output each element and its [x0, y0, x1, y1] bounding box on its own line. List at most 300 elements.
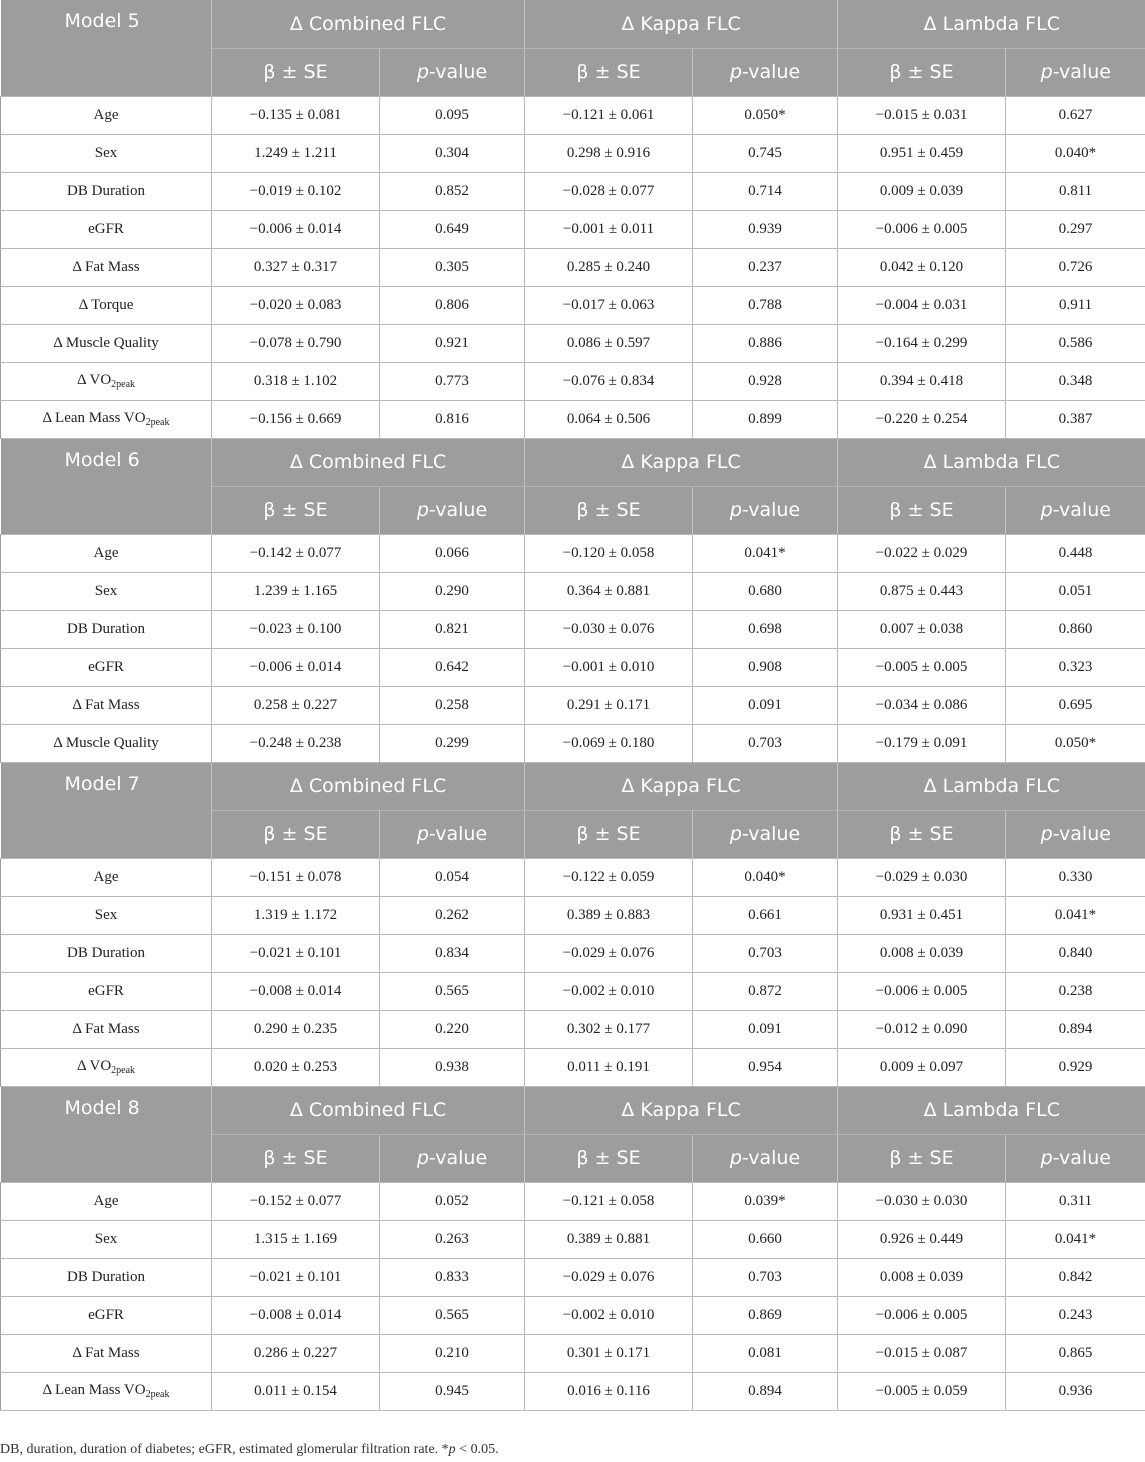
row-label: [1, 1296, 212, 1334]
outcome-header-lambda: Δ Lambda FLC: [838, 0, 1145, 48]
combined-beta-cell: −0.023 ± 0.100: [212, 610, 380, 648]
combined-p-cell: 0.821: [380, 610, 525, 648]
combined-beta-cell: 1.239 ± 1.165: [212, 572, 380, 610]
kappa-beta-cell: 0.016 ± 0.116: [525, 1372, 693, 1410]
p-value-header: [1006, 1134, 1145, 1182]
p-value-suffix: -value: [1052, 61, 1111, 83]
kappa-p-cell: 0.894: [693, 1372, 838, 1410]
p-value-header: [380, 48, 525, 96]
kappa-beta-cell: −0.001 ± 0.011: [525, 210, 693, 248]
combined-p-cell: 0.263: [380, 1220, 525, 1258]
row-label-text: Age: [93, 868, 119, 885]
row-label: [1, 1048, 212, 1086]
row-label: [1, 972, 212, 1010]
combined-beta-cell: −0.142 ± 0.077: [212, 534, 380, 572]
p-value-suffix: -value: [428, 61, 488, 83]
lambda-beta-cell: 0.007 ± 0.038: [838, 610, 1006, 648]
table-row: [1, 1296, 1145, 1334]
kappa-beta-cell: 0.302 ± 0.177: [525, 1010, 693, 1048]
kappa-p-cell: 0.040*: [693, 858, 838, 896]
combined-p-cell: 0.290: [380, 572, 525, 610]
beta-se-header: β ± SE: [212, 48, 380, 96]
row-label: [1, 96, 212, 134]
row-label: [1, 362, 212, 400]
combined-p-cell: 0.052: [380, 1182, 525, 1220]
lambda-beta-cell: −0.220 ± 0.254: [838, 400, 1006, 438]
kappa-beta-cell: −0.120 ± 0.058: [525, 534, 693, 572]
lambda-p-cell: 0.627: [1006, 96, 1145, 134]
table-row: [1, 286, 1145, 324]
p-value-suffix: -value: [1052, 1147, 1111, 1169]
outcome-header-kappa: Δ Kappa FLC: [525, 438, 838, 486]
kappa-beta-cell: 0.285 ± 0.240: [525, 248, 693, 286]
p-symbol: p: [729, 1147, 742, 1169]
combined-p-cell: 0.945: [380, 1372, 525, 1410]
combined-p-cell: 0.938: [380, 1048, 525, 1086]
kappa-beta-cell: −0.029 ± 0.076: [525, 934, 693, 972]
table-row: [1, 610, 1145, 648]
row-label-text: Δ Fat Mass: [72, 696, 140, 713]
row-label: [1, 648, 212, 686]
combined-p-cell: 0.834: [380, 934, 525, 972]
row-label: [1, 610, 212, 648]
table-row: [1, 172, 1145, 210]
combined-beta-cell: 0.327 ± 0.317: [212, 248, 380, 286]
row-label: [1, 534, 212, 572]
lambda-beta-cell: −0.022 ± 0.029: [838, 534, 1006, 572]
lambda-p-cell: 0.238: [1006, 972, 1145, 1010]
table-row: [1, 1334, 1145, 1372]
beta-se-header: β ± SE: [212, 1134, 380, 1182]
beta-se-header: β ± SE: [525, 48, 693, 96]
header-blank-cell: [1, 810, 212, 858]
table-row: [1, 648, 1145, 686]
lambda-p-cell: 0.936: [1006, 1372, 1145, 1410]
row-label-text: Age: [93, 544, 119, 561]
p-value-suffix: -value: [1052, 823, 1111, 845]
outcome-header-lambda: Δ Lambda FLC: [838, 762, 1145, 810]
row-label-text: Age: [93, 1192, 119, 1209]
table-row: [1, 534, 1145, 572]
row-label: [1, 896, 212, 934]
kappa-p-cell: 0.928: [693, 362, 838, 400]
lambda-beta-cell: 0.009 ± 0.039: [838, 172, 1006, 210]
model-header-row: [1, 438, 1145, 486]
kappa-beta-cell: −0.122 ± 0.059: [525, 858, 693, 896]
combined-beta-cell: −0.008 ± 0.014: [212, 972, 380, 1010]
outcome-header-kappa: Δ Kappa FLC: [525, 762, 838, 810]
kappa-beta-cell: 0.364 ± 0.881: [525, 572, 693, 610]
outcome-header-lambda: Δ Lambda FLC: [838, 438, 1145, 486]
kappa-beta-cell: 0.064 ± 0.506: [525, 400, 693, 438]
table-row: [1, 134, 1145, 172]
row-label-text: Δ Torque: [78, 296, 134, 313]
p-value-suffix: -value: [1052, 499, 1111, 521]
lambda-p-cell: 0.323: [1006, 648, 1145, 686]
lambda-p-cell: 0.586: [1006, 324, 1145, 362]
beta-se-header: β ± SE: [525, 1134, 693, 1182]
model-header-row: [1, 1086, 1145, 1134]
combined-beta-cell: −0.019 ± 0.102: [212, 172, 380, 210]
p-symbol: p: [1040, 1147, 1053, 1169]
combined-p-cell: 0.565: [380, 1296, 525, 1334]
kappa-beta-cell: −0.002 ± 0.010: [525, 1296, 693, 1334]
header-blank-cell: [1, 48, 212, 96]
row-label-text: Age: [93, 106, 119, 123]
row-label-text: Δ Fat Mass: [72, 1344, 140, 1361]
row-label-text: DB Duration: [67, 944, 145, 961]
table-row: [1, 572, 1145, 610]
combined-p-cell: 0.773: [380, 362, 525, 400]
combined-beta-cell: −0.078 ± 0.790: [212, 324, 380, 362]
kappa-p-cell: 0.660: [693, 1220, 838, 1258]
table-row: [1, 1182, 1145, 1220]
kappa-p-cell: 0.954: [693, 1048, 838, 1086]
stat-header-row: [1, 486, 1145, 534]
row-label-text: eGFR: [88, 658, 124, 675]
lambda-p-cell: 0.041*: [1006, 896, 1145, 934]
lambda-beta-cell: −0.006 ± 0.005: [838, 210, 1006, 248]
lambda-p-cell: 0.330: [1006, 858, 1145, 896]
row-label-text: Δ VO: [76, 1058, 112, 1074]
row-label: [1, 572, 212, 610]
table-row: [1, 724, 1145, 762]
table-row: [1, 1048, 1145, 1086]
table-footnote: [0, 1442, 499, 1458]
combined-p-cell: 0.833: [380, 1258, 525, 1296]
lambda-p-cell: 0.894: [1006, 1010, 1145, 1048]
beta-se-header: β ± SE: [212, 486, 380, 534]
combined-p-cell: 0.220: [380, 1010, 525, 1048]
row-label: [1, 858, 212, 896]
combined-beta-cell: −0.008 ± 0.014: [212, 1296, 380, 1334]
p-value-header: [1006, 48, 1145, 96]
kappa-p-cell: 0.237: [693, 248, 838, 286]
combined-p-cell: 0.565: [380, 972, 525, 1010]
outcome-header-lambda: Δ Lambda FLC: [838, 1086, 1145, 1134]
lambda-beta-cell: 0.931 ± 0.451: [838, 896, 1006, 934]
lambda-beta-cell: −0.006 ± 0.005: [838, 972, 1006, 1010]
table-row: [1, 1372, 1145, 1410]
p-value-suffix: -value: [741, 499, 801, 521]
footnote-text: DB, duration, duration of diabetes; eGFR, estimated glomerular filtration rate. *: [0, 1442, 449, 1457]
beta-se-header: β ± SE: [838, 1134, 1006, 1182]
outcome-header-combined: Δ Combined FLC: [212, 762, 525, 810]
row-label-subscript: 2peak: [111, 1065, 136, 1076]
combined-p-cell: 0.299: [380, 724, 525, 762]
row-label-text: Δ VO: [76, 372, 112, 388]
beta-se-header: β ± SE: [212, 810, 380, 858]
lambda-beta-cell: −0.006 ± 0.005: [838, 1296, 1006, 1334]
row-label-text: eGFR: [88, 1306, 124, 1323]
outcome-header-combined: Δ Combined FLC: [212, 0, 525, 48]
lambda-p-cell: 0.051: [1006, 572, 1145, 610]
row-label: [1, 172, 212, 210]
table-row: [1, 972, 1145, 1010]
p-value-header: [380, 810, 525, 858]
combined-beta-cell: 0.020 ± 0.253: [212, 1048, 380, 1086]
row-label: [1, 1372, 212, 1410]
row-label-text: DB Duration: [67, 182, 145, 199]
lambda-p-cell: 0.041*: [1006, 1220, 1145, 1258]
combined-p-cell: 0.054: [380, 858, 525, 896]
beta-se-header: β ± SE: [838, 486, 1006, 534]
kappa-p-cell: 0.680: [693, 572, 838, 610]
combined-beta-cell: 1.319 ± 1.172: [212, 896, 380, 934]
row-label: [1, 134, 212, 172]
p-value-header: [380, 486, 525, 534]
outcome-header-kappa: Δ Kappa FLC: [525, 1086, 838, 1134]
p-value-suffix: -value: [741, 1147, 801, 1169]
lambda-beta-cell: −0.029 ± 0.030: [838, 858, 1006, 896]
combined-beta-cell: −0.152 ± 0.077: [212, 1182, 380, 1220]
table-row: [1, 96, 1145, 134]
lambda-p-cell: 0.811: [1006, 172, 1145, 210]
lambda-p-cell: 0.311: [1006, 1182, 1145, 1220]
outcome-header-combined: Δ Combined FLC: [212, 1086, 525, 1134]
row-label: [1, 1334, 212, 1372]
lambda-beta-cell: −0.005 ± 0.005: [838, 648, 1006, 686]
combined-beta-cell: −0.151 ± 0.078: [212, 858, 380, 896]
combined-beta-cell: −0.021 ± 0.101: [212, 934, 380, 972]
row-label-text: eGFR: [88, 220, 124, 237]
row-label-text: DB Duration: [67, 1268, 145, 1285]
row-label-text: Δ Fat Mass: [72, 258, 140, 275]
row-label: [1, 686, 212, 724]
footnote-p-symbol: p: [448, 1442, 456, 1457]
table-row: [1, 686, 1145, 724]
combined-p-cell: 0.210: [380, 1334, 525, 1372]
lambda-p-cell: 0.243: [1006, 1296, 1145, 1334]
combined-p-cell: 0.921: [380, 324, 525, 362]
kappa-p-cell: 0.886: [693, 324, 838, 362]
kappa-p-cell: 0.714: [693, 172, 838, 210]
kappa-p-cell: 0.939: [693, 210, 838, 248]
row-label: [1, 1182, 212, 1220]
lambda-p-cell: 0.865: [1006, 1334, 1145, 1372]
row-label: [1, 1010, 212, 1048]
table-row: [1, 858, 1145, 896]
row-label-text: Sex: [94, 906, 118, 923]
kappa-p-cell: 0.698: [693, 610, 838, 648]
p-symbol: p: [729, 499, 742, 521]
kappa-p-cell: 0.091: [693, 1010, 838, 1048]
kappa-beta-cell: 0.301 ± 0.171: [525, 1334, 693, 1372]
row-label: [1, 934, 212, 972]
outcome-header-kappa: Δ Kappa FLC: [525, 0, 838, 48]
combined-p-cell: 0.262: [380, 896, 525, 934]
p-value-suffix: -value: [428, 1147, 488, 1169]
combined-p-cell: 0.649: [380, 210, 525, 248]
row-label-text: DB Duration: [67, 620, 145, 637]
row-label-text: Sex: [94, 1230, 118, 1247]
lambda-p-cell: 0.050*: [1006, 724, 1145, 762]
row-label: [1, 400, 212, 438]
header-blank-cell: [1, 486, 212, 534]
table-row: [1, 934, 1145, 972]
p-symbol: p: [1040, 823, 1053, 845]
kappa-beta-cell: −0.121 ± 0.061: [525, 96, 693, 134]
lambda-p-cell: 0.860: [1006, 610, 1145, 648]
combined-p-cell: 0.304: [380, 134, 525, 172]
beta-se-header: β ± SE: [525, 810, 693, 858]
p-value-suffix: -value: [428, 823, 488, 845]
p-value-header: [693, 486, 838, 534]
kappa-beta-cell: −0.069 ± 0.180: [525, 724, 693, 762]
kappa-p-cell: 0.703: [693, 724, 838, 762]
combined-p-cell: 0.816: [380, 400, 525, 438]
kappa-p-cell: 0.081: [693, 1334, 838, 1372]
p-value-header: [693, 1134, 838, 1182]
lambda-beta-cell: −0.015 ± 0.031: [838, 96, 1006, 134]
combined-beta-cell: 0.318 ± 1.102: [212, 362, 380, 400]
kappa-beta-cell: −0.017 ± 0.063: [525, 286, 693, 324]
lambda-beta-cell: −0.005 ± 0.059: [838, 1372, 1006, 1410]
lambda-beta-cell: 0.042 ± 0.120: [838, 248, 1006, 286]
p-symbol: p: [416, 499, 429, 521]
p-symbol: p: [729, 823, 742, 845]
combined-beta-cell: 0.290 ± 0.235: [212, 1010, 380, 1048]
table-row: [1, 1010, 1145, 1048]
lambda-p-cell: 0.911: [1006, 286, 1145, 324]
combined-beta-cell: 0.258 ± 0.227: [212, 686, 380, 724]
kappa-beta-cell: 0.389 ± 0.883: [525, 896, 693, 934]
combined-beta-cell: 1.315 ± 1.169: [212, 1220, 380, 1258]
lambda-p-cell: 0.840: [1006, 934, 1145, 972]
kappa-p-cell: 0.041*: [693, 534, 838, 572]
combined-beta-cell: 1.249 ± 1.211: [212, 134, 380, 172]
model-header-row: [1, 762, 1145, 810]
combined-p-cell: 0.305: [380, 248, 525, 286]
lambda-p-cell: 0.842: [1006, 1258, 1145, 1296]
p-symbol: p: [416, 823, 429, 845]
kappa-p-cell: 0.703: [693, 1258, 838, 1296]
p-symbol: p: [1040, 499, 1053, 521]
combined-p-cell: 0.066: [380, 534, 525, 572]
row-label: [1, 286, 212, 324]
lambda-beta-cell: 0.008 ± 0.039: [838, 1258, 1006, 1296]
row-label: [1, 210, 212, 248]
kappa-p-cell: 0.661: [693, 896, 838, 934]
lambda-beta-cell: −0.164 ± 0.299: [838, 324, 1006, 362]
p-symbol: p: [416, 61, 429, 83]
table-row: [1, 1220, 1145, 1258]
kappa-beta-cell: −0.002 ± 0.010: [525, 972, 693, 1010]
kappa-p-cell: 0.869: [693, 1296, 838, 1334]
p-value-header: [693, 48, 838, 96]
row-label-text: Sex: [94, 582, 118, 599]
table-row: [1, 1258, 1145, 1296]
row-label: [1, 324, 212, 362]
row-label-text: Δ Muscle Quality: [53, 734, 159, 751]
kappa-beta-cell: 0.389 ± 0.881: [525, 1220, 693, 1258]
lambda-beta-cell: 0.008 ± 0.039: [838, 934, 1006, 972]
combined-beta-cell: −0.248 ± 0.238: [212, 724, 380, 762]
lambda-beta-cell: −0.030 ± 0.030: [838, 1182, 1006, 1220]
row-label-text: eGFR: [88, 982, 124, 999]
lambda-beta-cell: −0.179 ± 0.091: [838, 724, 1006, 762]
row-label: [1, 248, 212, 286]
combined-p-cell: 0.806: [380, 286, 525, 324]
stat-header-row: [1, 810, 1145, 858]
kappa-beta-cell: 0.086 ± 0.597: [525, 324, 693, 362]
lambda-p-cell: 0.448: [1006, 534, 1145, 572]
lambda-beta-cell: 0.951 ± 0.459: [838, 134, 1006, 172]
kappa-beta-cell: −0.029 ± 0.076: [525, 1258, 693, 1296]
kappa-beta-cell: −0.121 ± 0.058: [525, 1182, 693, 1220]
table-row: [1, 248, 1145, 286]
combined-beta-cell: −0.006 ± 0.014: [212, 648, 380, 686]
combined-p-cell: 0.642: [380, 648, 525, 686]
row-label-text: Sex: [94, 144, 118, 161]
p-value-suffix: -value: [741, 61, 801, 83]
kappa-beta-cell: −0.001 ± 0.010: [525, 648, 693, 686]
model-title: Model 7: [1, 762, 212, 810]
p-value-header: [1006, 486, 1145, 534]
row-label: [1, 1258, 212, 1296]
row-label-text: Δ Lean Mass VO: [42, 1382, 146, 1398]
lambda-p-cell: 0.040*: [1006, 134, 1145, 172]
row-label-subscript: 2peak: [145, 417, 170, 428]
lambda-p-cell: 0.297: [1006, 210, 1145, 248]
combined-beta-cell: −0.021 ± 0.101: [212, 1258, 380, 1296]
lambda-p-cell: 0.695: [1006, 686, 1145, 724]
kappa-p-cell: 0.788: [693, 286, 838, 324]
kappa-p-cell: 0.050*: [693, 96, 838, 134]
lambda-p-cell: 0.348: [1006, 362, 1145, 400]
combined-beta-cell: 0.286 ± 0.227: [212, 1334, 380, 1372]
lambda-beta-cell: 0.875 ± 0.443: [838, 572, 1006, 610]
lambda-beta-cell: −0.004 ± 0.031: [838, 286, 1006, 324]
combined-beta-cell: −0.006 ± 0.014: [212, 210, 380, 248]
kappa-p-cell: 0.039*: [693, 1182, 838, 1220]
beta-se-header: β ± SE: [838, 48, 1006, 96]
lambda-beta-cell: −0.012 ± 0.090: [838, 1010, 1006, 1048]
kappa-p-cell: 0.899: [693, 400, 838, 438]
stat-header-row: [1, 1134, 1145, 1182]
row-label-subscript: 2peak: [145, 1389, 170, 1400]
lambda-beta-cell: 0.009 ± 0.097: [838, 1048, 1006, 1086]
combined-beta-cell: 0.011 ± 0.154: [212, 1372, 380, 1410]
combined-p-cell: 0.095: [380, 96, 525, 134]
header-blank-cell: [1, 1134, 212, 1182]
row-label-text: Δ Muscle Quality: [53, 334, 159, 351]
combined-p-cell: 0.852: [380, 172, 525, 210]
table-row: [1, 362, 1145, 400]
table-row: [1, 210, 1145, 248]
kappa-beta-cell: 0.011 ± 0.191: [525, 1048, 693, 1086]
row-label-text: Δ Lean Mass VO: [42, 410, 146, 426]
kappa-p-cell: 0.703: [693, 934, 838, 972]
row-label: [1, 1220, 212, 1258]
p-symbol: p: [416, 1147, 429, 1169]
combined-p-cell: 0.258: [380, 686, 525, 724]
kappa-beta-cell: −0.028 ± 0.077: [525, 172, 693, 210]
row-label: [1, 724, 212, 762]
lambda-beta-cell: −0.015 ± 0.087: [838, 1334, 1006, 1372]
outcome-header-combined: Δ Combined FLC: [212, 438, 525, 486]
model-header-row: [1, 0, 1145, 48]
table-row: [1, 896, 1145, 934]
lambda-beta-cell: 0.394 ± 0.418: [838, 362, 1006, 400]
table-body: [1, 0, 1145, 1410]
kappa-p-cell: 0.091: [693, 686, 838, 724]
row-label-subscript: 2peak: [111, 379, 136, 390]
kappa-beta-cell: −0.076 ± 0.834: [525, 362, 693, 400]
model-title: Model 5: [1, 0, 212, 48]
lambda-p-cell: 0.387: [1006, 400, 1145, 438]
beta-se-header: β ± SE: [525, 486, 693, 534]
